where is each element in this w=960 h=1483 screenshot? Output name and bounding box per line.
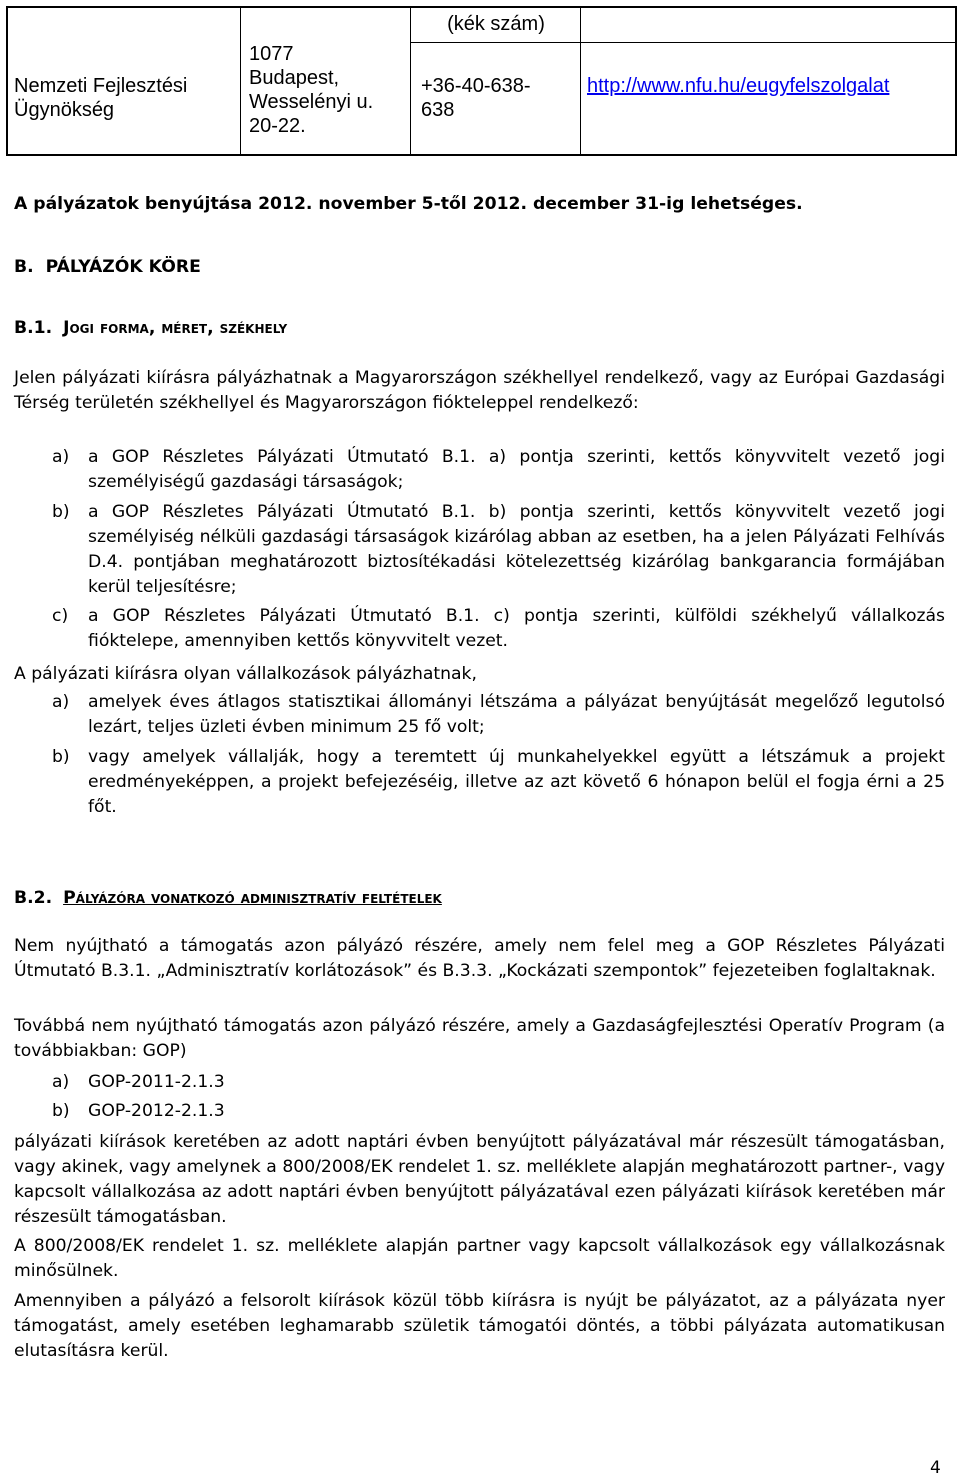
section-number: B.2. — [14, 888, 53, 908]
b2-paragraph-2: Továbbá nem nyújtható támogatás azon pályázó részére, amely a Gazdaságfejlesztési Operatív Program (a továbbiakban: GOP) — [14, 1016, 945, 1061]
list-text: amelyek éves átlagos statisztikai állományi létszáma a pályázat benyújtását megelőző legutolsó lezárt, teljes üzleti évben minimum 25 fő volt; — [88, 692, 945, 737]
list-label: b) — [52, 502, 70, 522]
list-text: GOP-2012-2.1.3 — [88, 1101, 225, 1121]
list-item — [52, 1070, 945, 1095]
list-item — [52, 1099, 945, 1124]
cell-divider — [411, 42, 580, 43]
list-text: vagy amelyek vállalják, hogy a teremtett új munkahelyekkel együtt a létszámuk a projekt eredményeképpen, a projekt befejezéséig, illetve az azt követő 6 hónapon belül el fogja érni a 25 főt. — [88, 747, 945, 817]
address-cell — [241, 8, 411, 154]
list-text: a GOP Részletes Pályázati Útmutató B.1. c) pontja szerinti, külföldi székhelyű vállalkozás fióktelepe, amennyiben kettős könyvvitelt vezet. — [88, 606, 945, 651]
list-item — [52, 604, 945, 654]
b2-paragraph-5: Amennyiben a pályázó a felsorolt kiírások közül több kiírásra is nyújt be pályázatot, az a pályázata nyer támogatást, amely esetében leghamarabb születik támogatói döntés, a többi pályázata automatikusan elutasításra kerül. — [14, 1291, 945, 1361]
b2-paragraph-1: Nem nyújtható a támogatás azon pályázó részére, amely nem felel meg a GOP Részletes Pályázati Útmutató B.3.1. „Adminisztratív korlátozások” és B.3.3. „Kockázati szempontok” fejezeteiben foglaltaknak. — [14, 936, 945, 981]
section-b2-heading — [14, 886, 945, 911]
section-b1-heading — [14, 316, 945, 341]
header-table — [6, 6, 957, 156]
page-number: 4 — [930, 1458, 941, 1478]
list-text: a GOP Részletes Pályázati Útmutató B.1. b) pontja szerinti, kettős könyvvitelt vezető jogi személyiség nélküli gazdasági társaságok kizárólag abban az esetben, ha a jelen Pályázati Felhívás D.4. pontjában meghatározott biztosítékadási kötelezettség kizárólag bankgarancia formájában kerül teljesítésre; — [88, 502, 945, 597]
list-text: GOP-2011-2.1.3 — [88, 1072, 225, 1092]
list-label: c) — [52, 606, 69, 626]
agency-line: Ügynökség — [14, 99, 115, 121]
list-label: b) — [52, 747, 70, 767]
list-text: a GOP Részletes Pályázati Útmutató B.1. a) pontja szerinti, kettős könyvvitelt vezető jogi személyiségű gazdasági társaságok; — [88, 447, 945, 492]
section-number: B.1. — [14, 318, 53, 338]
section-b-heading — [14, 255, 945, 280]
address-line: 20-22. — [249, 115, 306, 137]
list-label: b) — [52, 1101, 70, 1121]
cell-divider — [581, 42, 955, 43]
service-link[interactable]: http://www.nfu.hu/eugyfelszolgalat — [587, 75, 890, 97]
section-number: B. — [14, 257, 34, 277]
list-item — [52, 690, 945, 740]
list-label: a) — [52, 447, 70, 467]
agency-line: Nemzeti Fejlesztési — [14, 75, 188, 97]
section-title: Pályázóra vonatkozó adminisztratív feltételek — [63, 888, 442, 908]
b2-paragraph-3: pályázati kiírások keretében az adott naptári évben benyújtott pályázatával már részesült támogatásban, vagy akinek, vagy amelynek a 800/2008/EK rendelet 1. sz. melléklete alapján meghatározott partner-, vagy kapcsolt vállalkozása az adott naptári évben benyújtott pályázatával ezen pályázati kiírások keretében már részesült támogatásban. — [14, 1132, 945, 1227]
section-title: Jogi forma, méret, székhely — [63, 318, 288, 338]
list-item — [52, 745, 945, 820]
b1-intro2: A pályázati kiírásra olyan vállalkozások pályázhatnak, — [14, 664, 477, 684]
agency-name — [14, 74, 187, 122]
b2-paragraph-4: A 800/2008/EK rendelet 1. sz. melléklete alapján partner vagy kapcsolt vállalkozások egy vállalkozásnak minősülnek. — [14, 1236, 945, 1281]
address-line: Wesselényi u. — [249, 91, 374, 113]
list-label: a) — [52, 692, 70, 712]
phone-number — [421, 74, 571, 122]
submission-note: A pályázatok benyújtása 2012. november 5-től 2012. december 31-ig lehetséges. — [14, 194, 803, 214]
phone-line: 638 — [421, 99, 455, 121]
phone-line: +36-40-638- — [421, 75, 531, 97]
address-line: 1077 — [249, 43, 294, 65]
list-item — [52, 500, 945, 600]
list-item — [52, 445, 945, 495]
address — [249, 42, 399, 138]
agency-cell — [8, 8, 241, 154]
list-label: a) — [52, 1072, 70, 1092]
phone-label: (kék szám) — [447, 13, 545, 35]
url-cell — [581, 8, 955, 154]
address-line: Budapest, — [249, 67, 340, 89]
section-title: PÁLYÁZÓK KÖRE — [45, 257, 201, 277]
phone-cell — [411, 8, 581, 154]
b1-intro: Jelen pályázati kiírásra pályázhatnak a Magyarországon székhellyel rendelkező, vagy az Európai Gazdasági Térség területén székhellyel és Magyarországon fiókteleppel rendelkező: — [14, 368, 945, 413]
